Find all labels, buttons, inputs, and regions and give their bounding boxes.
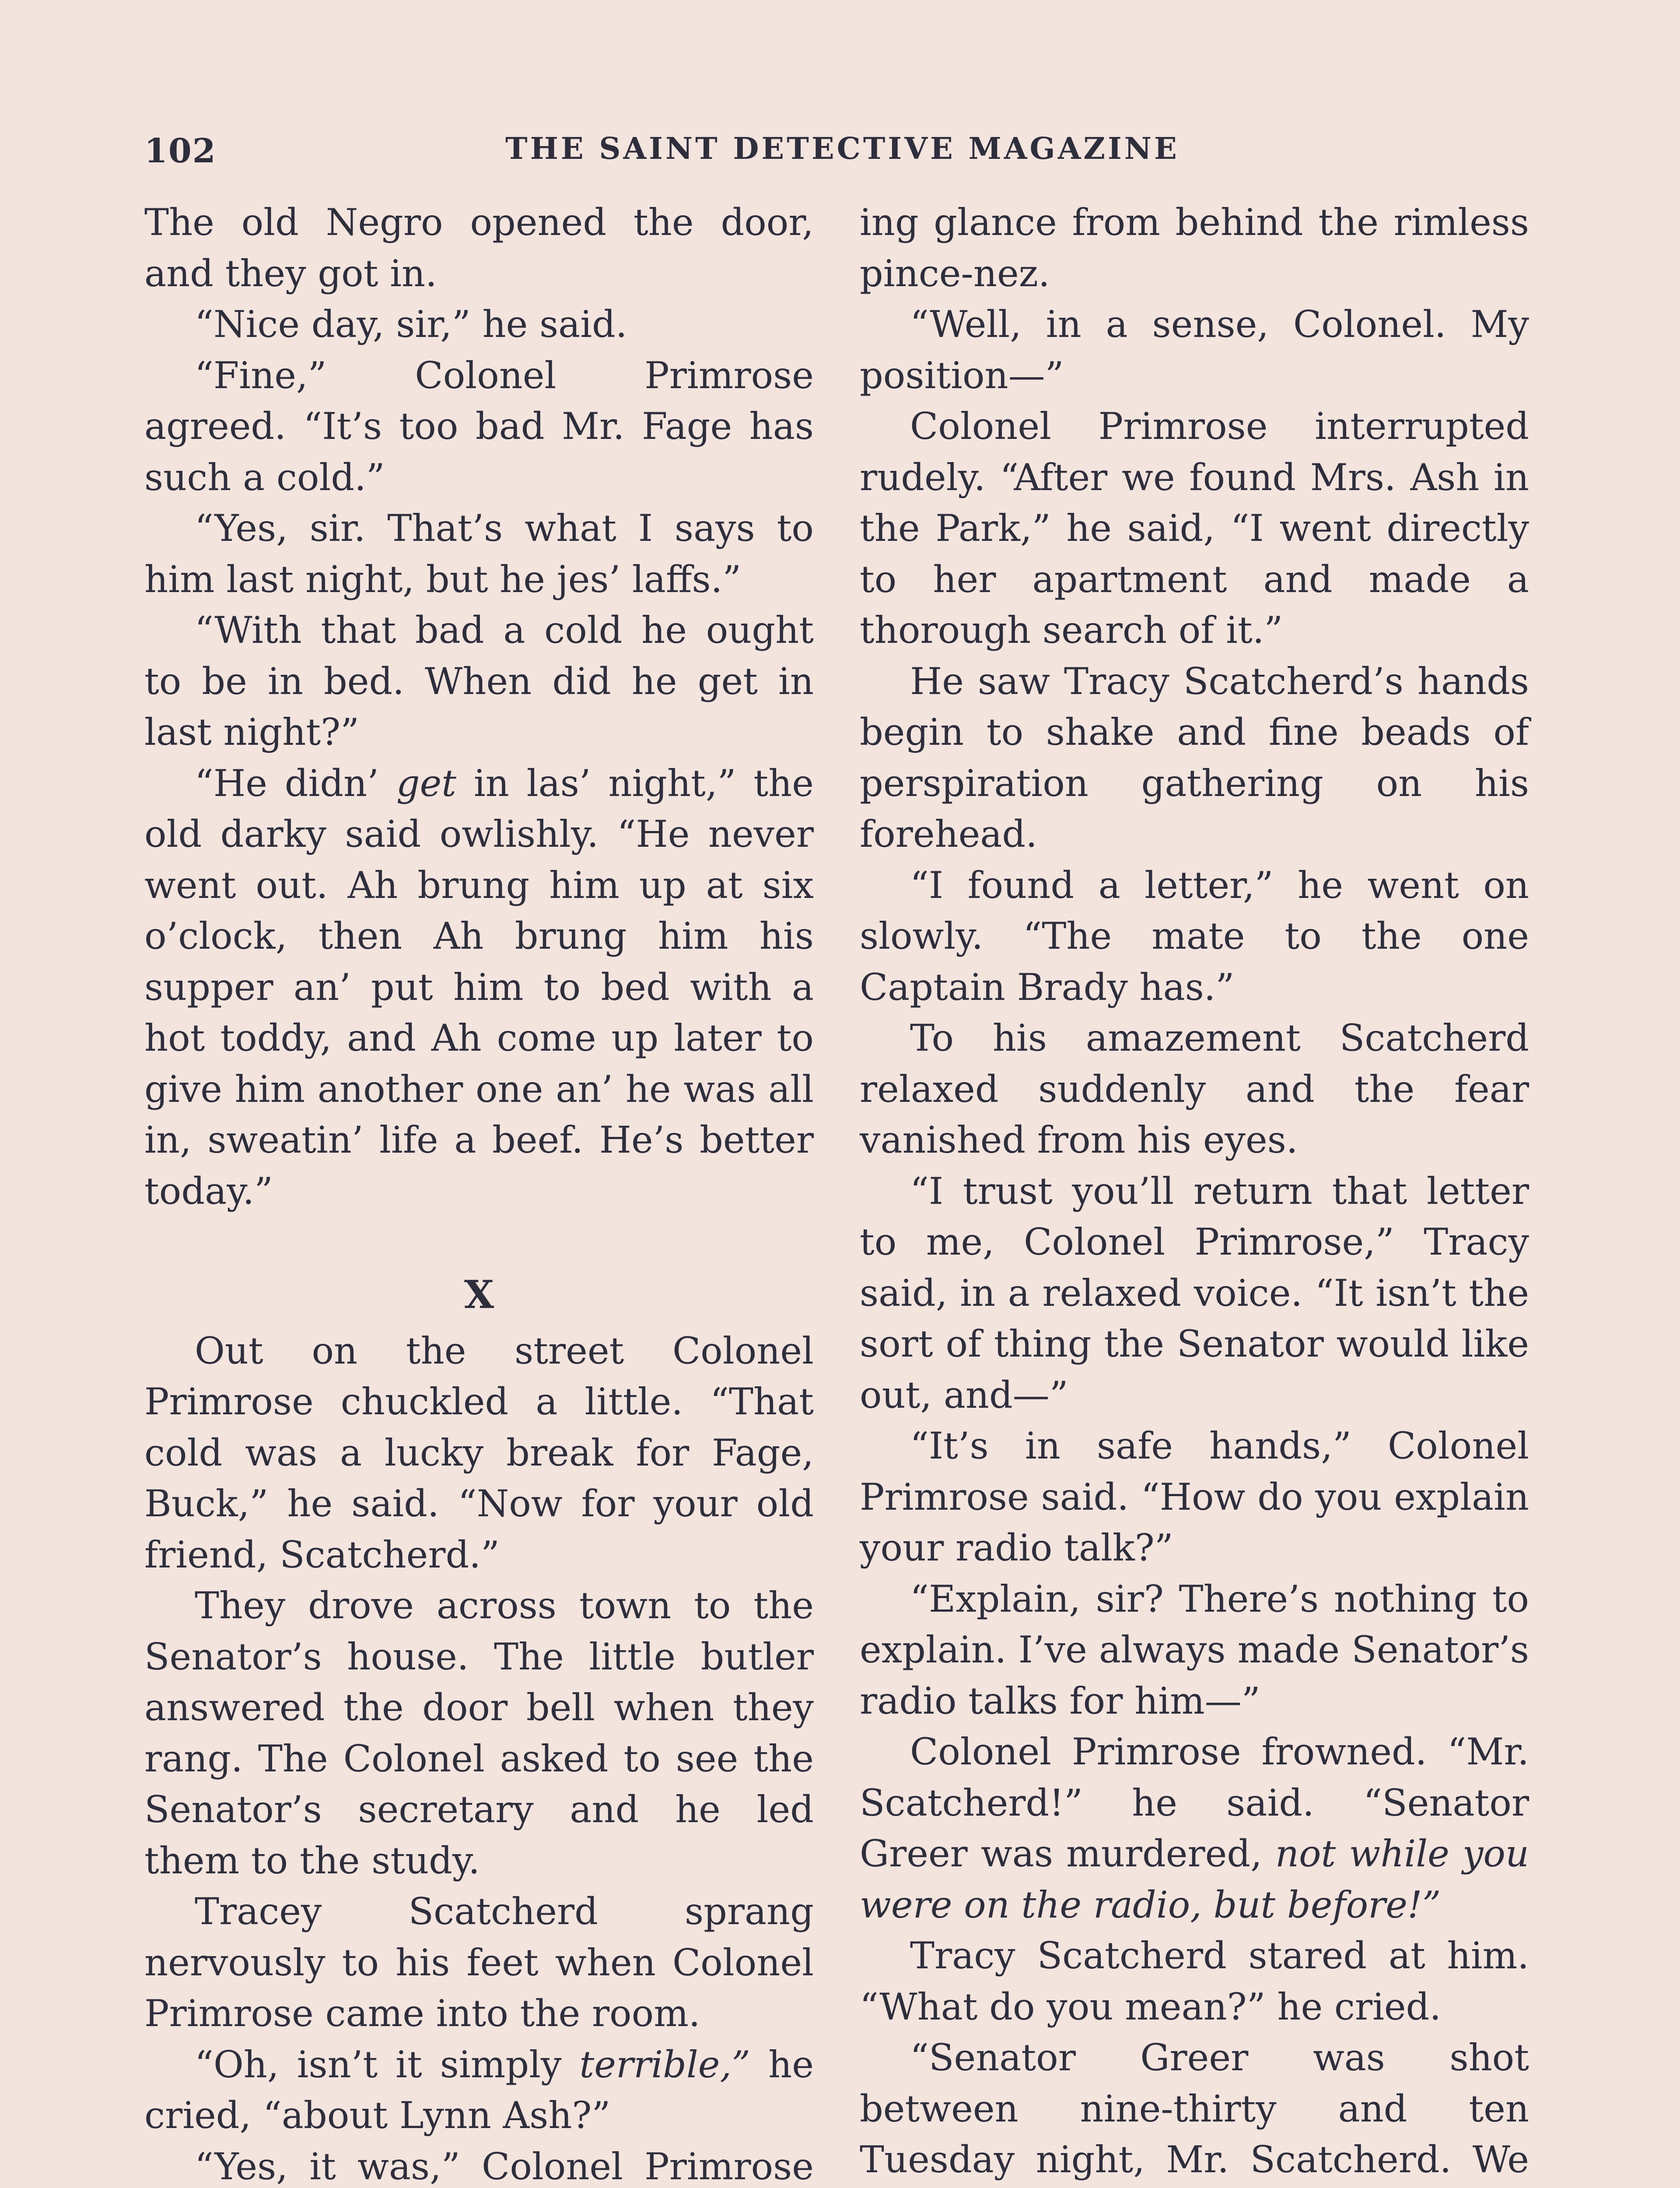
paragraph bbox=[144, 758, 814, 1217]
paragraph: Colonel Primrose interrupted rudely. “After we found Mrs. Ash in the Park,” he said, “I went directly to her apartment and made a thorough search of it.” bbox=[860, 405, 1529, 652]
section-heading: X bbox=[464, 1272, 494, 1317]
paragraph: “Yes, sir. That’s what I says to him last night, but he jes’ laffs.” bbox=[144, 507, 814, 601]
paragraph: He saw Tracy Scatcherd’s hands begin to shake and fine beads of perspiration gathering on his forehead. bbox=[860, 659, 1529, 856]
left-column bbox=[144, 197, 814, 2188]
paragraph bbox=[860, 2032, 1529, 2188]
paragraph: “I trust you’ll return that letter to me, Colonel Primrose,” Tracy said, in a relaxed voice. “It isn’t the sort of thing the Senator would like out, and—” bbox=[860, 1169, 1529, 1417]
paragraph: “Explain, sir? There’s nothing to explain. I’ve always made Senator’s radio talks for him—” bbox=[860, 1577, 1529, 1722]
italic-text: not while you were on the radio, but before!” bbox=[860, 1832, 1529, 1926]
right-column bbox=[860, 197, 1529, 2188]
paragraph: Tracy Scatcherd stared at him. “What do you mean?” he cried. bbox=[860, 1934, 1529, 2028]
paragraph: “Fine,” Colonel Primrose agreed. “It’s too bad Mr. Fage has such a cold.” bbox=[144, 354, 814, 499]
paragraph: “Well, in a sense, Colonel. My position—” bbox=[860, 303, 1529, 397]
paragraph bbox=[860, 1726, 1529, 1930]
text-run: in las’ night,” the old darky said owlishly. “He never went out. Ah brung him up at six o’clock, then Ah brung him his supper an’ put him to bed with a hot toddy, and Ah come up later to give him another one an’ he was all in, sweatin’ life a beef. He’s better today.” bbox=[144, 761, 814, 1213]
paragraph: “With that bad a cold he ought to be in bed. When did he get in last night?” bbox=[144, 609, 814, 754]
paragraph: ing glance from behind the rimless pince-nez. bbox=[860, 201, 1529, 295]
paragraph: Tracey Scatcherd sprang nervously to his feet when Colonel Primrose came into the room. bbox=[144, 1890, 814, 2035]
running-title: THE SAINT DETECTIVE MAGAZINE bbox=[505, 131, 1180, 166]
page-number: 102 bbox=[144, 131, 217, 170]
paragraph: “I found a letter,” he went on slowly. “The mate to the one Captain Brady has.” bbox=[860, 863, 1529, 1009]
italic-text: terrible,” bbox=[579, 2043, 751, 2086]
paragraph: Out on the street Colonel Primrose chuckled a little. “That cold was a lucky break for Fage, Buck,” he said. “Now for your old friend, Scatcherd.” bbox=[144, 1329, 814, 1576]
paragraph: “It’s in safe hands,” Colonel Primrose said. “How do you explain your radio talk?” bbox=[860, 1424, 1529, 1569]
paragraph: To his amazement Scatcherd relaxed suddenly and the fear vanished from his eyes. bbox=[860, 1017, 1529, 1161]
text-run: “Oh, isn’t it simply bbox=[195, 2043, 580, 2086]
paragraph bbox=[144, 2039, 814, 2141]
text-run: he cried, “about Lynn Ash?” bbox=[144, 2043, 814, 2137]
text-run: “Senator Greer was shot between nine-thirty and ten Tuesday night, Mr. Scatcherd. We bbox=[860, 2036, 1529, 2181]
paragraph: “Yes, it was,” Colonel Primrose bbox=[195, 2145, 814, 2188]
paragraph: The old Negro opened the door, and they got in. bbox=[144, 201, 814, 295]
paragraph: “Nice day, sir,” he said. bbox=[195, 303, 627, 346]
text-run: “He didn’ bbox=[195, 761, 396, 805]
running-header bbox=[144, 131, 1180, 175]
text-run: Colonel Primrose frowned. “Mr. Scatcherd!” he said. “Senator Greer was murdered, bbox=[860, 1730, 1529, 1875]
paragraph: They drove across town to the Senator’s house. The little butler answered the door bell when they rang. The Colonel asked to see the Senator’s secretary and he led them to the study. bbox=[144, 1584, 814, 1882]
italic-text: get bbox=[396, 761, 457, 805]
